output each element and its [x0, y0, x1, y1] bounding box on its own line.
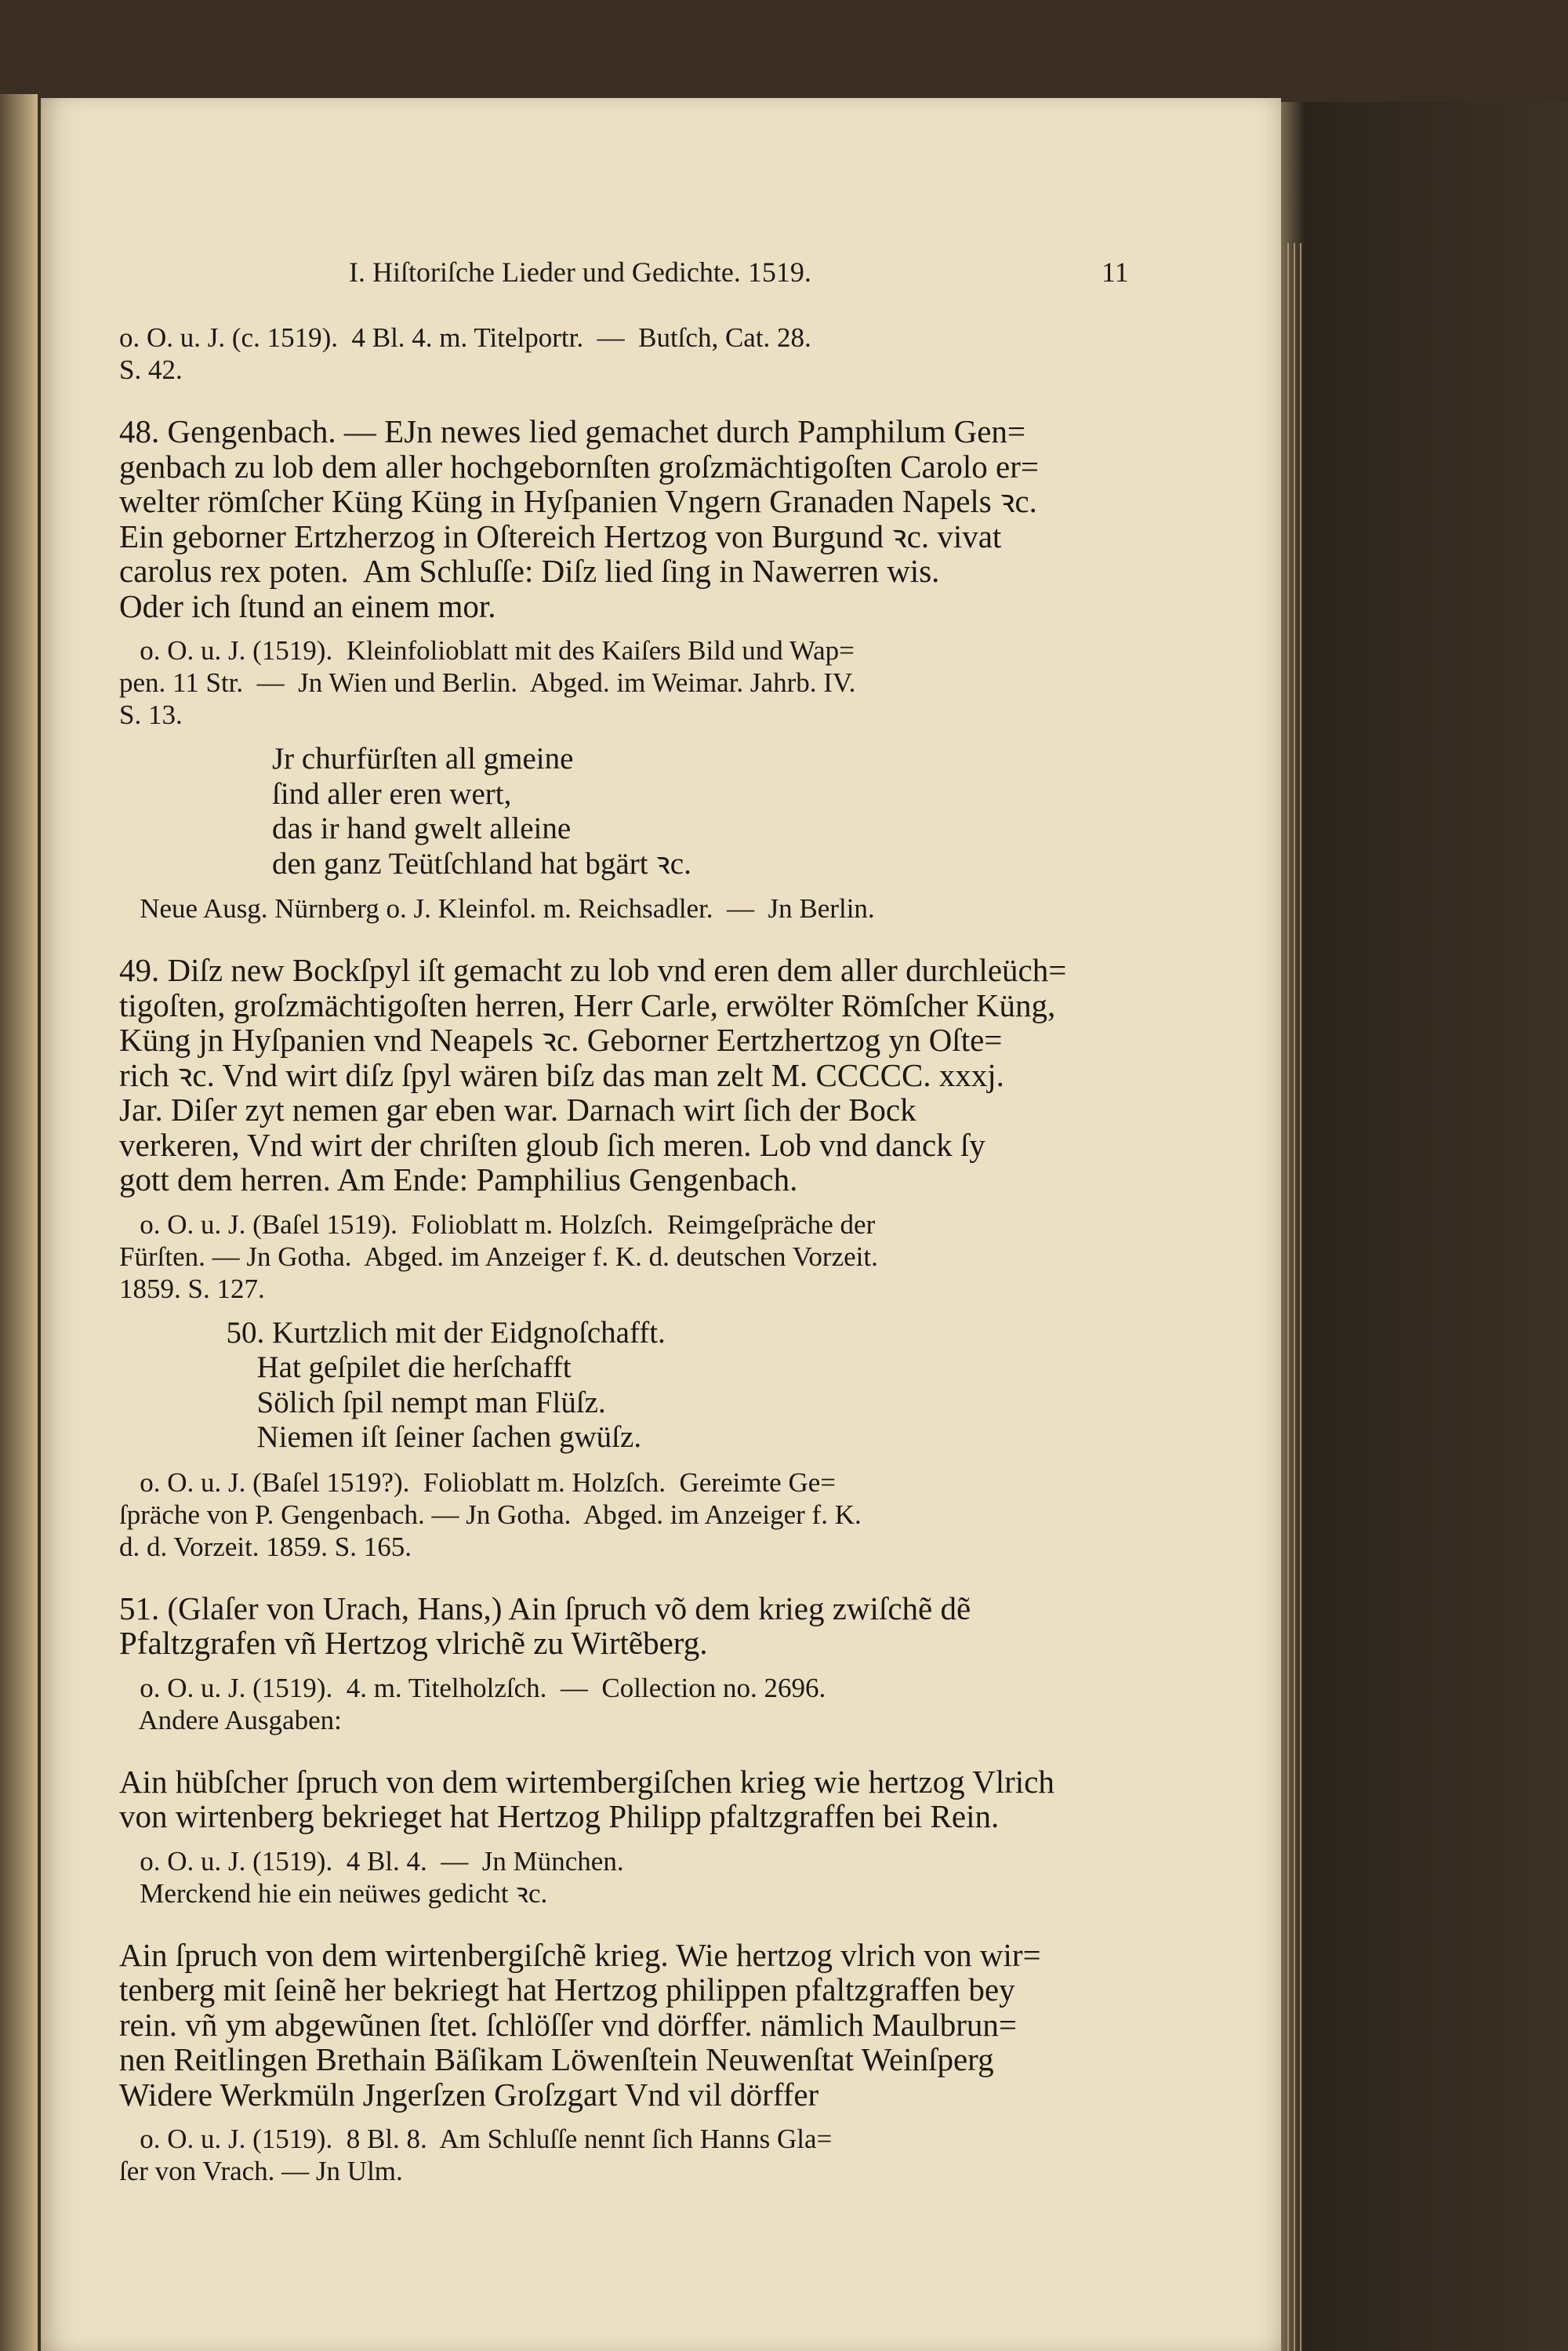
bib-line: Merckend hie ein neüwes gedicht ꝛc.: [119, 1877, 548, 1909]
bib-line: Andere Ausgaben:: [119, 1704, 342, 1735]
block-gap: [119, 881, 1151, 892]
entry-block: [119, 1764, 1151, 1834]
bib-line: o. O. u. J. (1519). 4. m. Titelholzſch. — Collection no. 2696.: [119, 1672, 826, 1703]
entry-line: tigoſten, groſzmächtigoſten herren, Herr Carle, erwölter Römſcher Küng,: [119, 987, 1056, 1023]
entry-line: rein. vñ ym abgewũnen ſtet. ſchlöſſer vnd dörffer. nämlich Maulbrun=: [119, 2006, 1018, 2043]
bib-block: [119, 1845, 1151, 1910]
bib-line: Fürſten. — Jn Gotha. Abged. im Anzeiger f. K. d. deutschen Vorzeit.: [119, 1241, 878, 1272]
bib-block: [119, 1466, 1151, 1563]
entry-block: [119, 1591, 1151, 1661]
bib-block: [119, 892, 1151, 925]
bib-line: o. O. u. J. (c. 1519). 4 Bl. 4. m. Titelportr. — Butſch, Cat. 28.: [119, 322, 811, 353]
entry-line: Pfaltzgrafen vñ Hertzog vlrichẽ zu Wirtẽberg.: [119, 1625, 708, 1661]
page-body: [119, 322, 1151, 2187]
entry-line: tenberg mit ſeinẽ her bekriegt hat Hertzog philippen pfaltzgraffen bey: [119, 1971, 1015, 2008]
block-gap: [119, 1910, 1151, 1938]
bib-line: o. O. u. J. (1519). Kleinfolioblatt mit des Kaiſers Bild und Wap=: [119, 635, 855, 666]
entry-line: Küng jn Hyſpanien vnd Neapels ꝛc. Geborner Eertzhertzog yn Oſte=: [119, 1022, 1003, 1058]
bib-line: o. O. u. J. (1519). 4 Bl. 4. — Jn München.: [119, 1845, 624, 1877]
entry-line: Ain ſpruch von dem wirtenbergiſchẽ krieg. Wie hertzog vlrich von wir=: [119, 1936, 1041, 1973]
bib-line: ſer von Vrach. — Jn Ulm.: [119, 2156, 403, 2186]
left-page-edge: [0, 94, 38, 2351]
entry-line: Widere Werkmüln Jngerſzen Groſzgart Vnd vil dörffer: [119, 2076, 819, 2113]
verse-line: Niemen iſt ſeiner ſachen gwüſz.: [119, 1420, 642, 1454]
fore-edge-line: [1300, 243, 1301, 2351]
block-gap: [119, 623, 1151, 634]
entry-line: Ein geborner Ertzherzog in Oſtereich Hertzog von Burgund ꝛc. vivat: [119, 518, 1002, 554]
entry-block: [119, 1938, 1151, 2113]
verse-line: das ir hand gwelt alleine: [119, 812, 572, 845]
entry-line: 48. Gengenbach. — EJn newes lied gemachet durch Pamphilum Gen=: [119, 413, 1026, 449]
verse-block: [119, 742, 1151, 881]
bib-block: [119, 322, 1151, 386]
entry-line: Ain hübſcher ſpruch von dem wirtembergiſchen krieg wie hertzog Vlrich: [119, 1763, 1054, 1800]
entry-block: [119, 414, 1151, 623]
bib-line: d. d. Vorzeit. 1859. S. 165.: [119, 1531, 412, 1562]
block-gap: [119, 1661, 1151, 1672]
page-number: 11: [1102, 256, 1129, 288]
entry-line: von wirtenberg bekrieget hat Hertzog Philipp pfaltzgraffen bei Rein.: [119, 1798, 1000, 1834]
fore-edge-line: [1294, 243, 1295, 2351]
block-gap: [119, 1305, 1151, 1316]
verse-line: 50. Kurtzlich mit der Eidgnoſchafft.: [119, 1315, 666, 1350]
entry-line: nen Reitlingen Brethain Bäſikam Löwenſtein Neuwenſtat Weinſperg: [119, 2041, 994, 2077]
entry-line: carolus rex poten. Am Schluſſe: Diſz lied ſing in Nawerren wis.: [119, 553, 940, 589]
entry-line: Jar. Diſer zyt nemen gar eben war. Darnach wirt ſich der Bock: [119, 1092, 916, 1128]
bib-line: pen. 11 Str. — Jn Wien und Berlin. Abged. im Weimar. Jahrb. IV.: [119, 667, 856, 698]
bib-block: [119, 634, 1151, 731]
book-fore-edge: [1281, 102, 1568, 2351]
entry-line: verkeren, Vnd wirt der chriſten gloub ſich meren. Lob vnd danck ſy: [119, 1126, 985, 1163]
block-gap: [119, 1834, 1151, 1845]
verse-line: Jr churfürſten all gmeine: [119, 742, 574, 776]
bib-block: [119, 2123, 1151, 2187]
entry-line: rich ꝛc. Vnd wirt diſz ſpyl wären biſz das man zelt M. CCCCC. xxxj.: [119, 1056, 1004, 1093]
bib-line: o. O. u. J. (1519). 8 Bl. 8. Am Schluſſe nennt ſich Hanns Gla=: [119, 2124, 833, 2154]
block-gap: [119, 1736, 1151, 1764]
block-gap: [119, 386, 1151, 414]
verse-line: ſind aller eren wert,: [119, 776, 512, 811]
entry-line: Oder ich ſtund an einem mor.: [119, 587, 496, 624]
block-gap: [119, 1455, 1151, 1466]
bib-line: ſpräche von P. Gengenbach. — Jn Gotha. Abged. im Anzeiger f. K.: [119, 1499, 862, 1530]
bib-line: S. 13.: [119, 699, 183, 730]
block-gap: [119, 2112, 1151, 2123]
verse-line: Hat geſpilet die herſchafft: [119, 1350, 572, 1384]
bib-line: o. O. u. J. (Baſel 1519). Folioblatt m. Holzſch. Reimgeſpräche der: [119, 1208, 876, 1240]
bib-line: o. O. u. J. (Baſel 1519?). Folioblatt m. Holzſch. Gereimte Ge=: [119, 1466, 836, 1498]
bib-block: [119, 1208, 1151, 1305]
block-gap: [119, 1563, 1151, 1591]
bib-line: Neue Ausg. Nürnberg o. J. Kleinfol. m. Reichsadler. — Jn Berlin.: [119, 893, 875, 924]
entry-line: 51. (Glaſer von Urach, Hans,) Ain ſpruch võ dem krieg zwiſchẽ dẽ: [119, 1590, 971, 1626]
entry-line: welter römſcher Küng Küng in Hyſpanien Vngern Granaden Napels ꝛc.: [119, 483, 1037, 519]
block-gap: [119, 731, 1151, 742]
block-gap: [119, 925, 1151, 953]
fore-edge-line: [1287, 243, 1289, 2351]
bib-block: [119, 1672, 1151, 1736]
running-head: I. Hiſtoriſche Lieder und Gedichte. 1519.: [349, 256, 811, 288]
bib-line: 1859. S. 127.: [119, 1273, 265, 1304]
entry-line: 49. Diſz new Bockſpyl iſt gemacht zu lob vnd eren dem aller durchleüch=: [119, 952, 1067, 988]
verse-line: den ganz Teütſchland hat bgärt ꝛc.: [119, 846, 691, 881]
entry-block: [119, 953, 1151, 1197]
bib-line: S. 42.: [119, 354, 183, 385]
entry-line: genbach zu lob dem aller hochgebornſten groſzmächtigoſten Carolo er=: [119, 448, 1039, 485]
block-gap: [119, 1197, 1151, 1208]
verse-block: [119, 1316, 1151, 1455]
verse-line: Sölich ſpil nempt man Flüſz.: [119, 1385, 606, 1419]
entry-line: gott dem herren. Am Ende: Pamphilius Gengenbach.: [119, 1161, 798, 1197]
